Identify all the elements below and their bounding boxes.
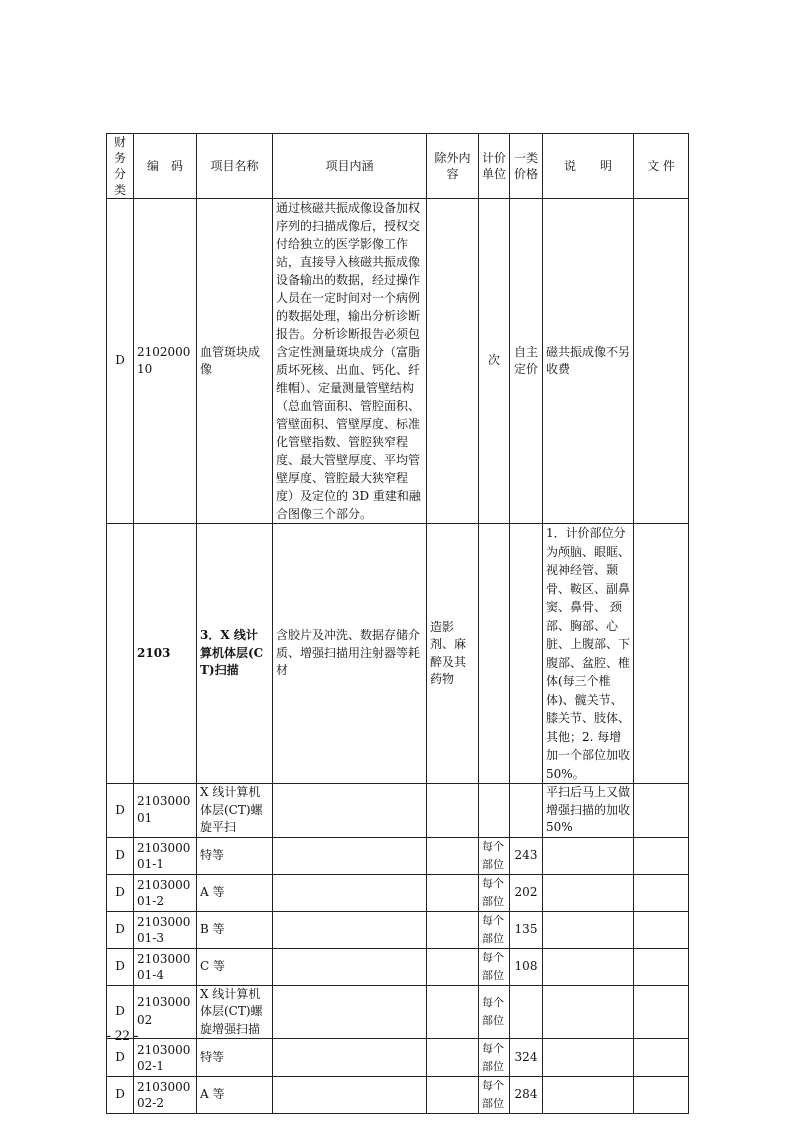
header-cell: 项目名称 <box>197 134 273 199</box>
cell-price: 108 <box>510 948 543 985</box>
cell-code: 210300001-1 <box>134 837 197 874</box>
cell-name: 血管斑块成像 <box>197 199 273 524</box>
header-row <box>107 134 689 199</box>
cell-file <box>634 1039 689 1077</box>
cell-name: X 线计算机体层(CT)螺旋增强扫描 <box>197 985 273 1039</box>
table-row <box>107 1077 689 1114</box>
cell-unit <box>479 784 510 838</box>
cell-code: 210300001-4 <box>134 948 197 985</box>
cell-price: 202 <box>510 874 543 911</box>
cell-note: 磁共振成像不另收费 <box>543 199 634 524</box>
cell-content <box>273 1077 427 1114</box>
cell-note <box>543 985 634 1039</box>
cell-content: 通过核磁共振成像设备加权序列的扫描成像后，授权交付给独立的医学影像工作站，直接导入核磁共振成像设备输出的数据，经过操作人员在一定时间对一个病例的数据处理，输出分析诊断报告。分析诊断报告必须包含定性测量斑块成分（富脂质坏死核、出血、钙化、纤维帽）、定量测量管壁结构（总血管面积、管腔面积、管壁面积、管壁厚度、标准化管壁指数、管腔狭窄程度、最大管壁厚度、平均管壁厚度、管腔最大狭窄程度）及定位的 3D 重建和融合图像三个部分。 <box>273 199 427 524</box>
header-cell: 财务分类 <box>107 134 134 199</box>
cell-file <box>634 784 689 838</box>
table-row <box>107 199 689 524</box>
cell-excluded <box>427 1077 479 1114</box>
cell-code: 210300002-1 <box>134 1039 197 1077</box>
header-cell: 计价单位 <box>479 134 510 199</box>
cell-price: 284 <box>510 1077 543 1114</box>
cell-content <box>273 911 427 948</box>
cell-unit: 每个部位 <box>479 874 510 911</box>
cell-price: 324 <box>510 1039 543 1077</box>
cell-name: 3．X 线计算机体层(CT)扫描 <box>197 524 273 784</box>
cell-cat: D <box>107 1077 134 1114</box>
cell-note: 1．计价部位分为颅脑、眼眶、视神经管、颞骨、鞍区、副鼻窦、鼻骨、 颈部、胸部、心脏、上腹部、下腹部、盆腔、椎体(每三个椎体)、髋关节、膝关节、肢体、其他；2. 每增加一个部位加收 50%。 <box>543 524 634 784</box>
cell-unit: 每个部位 <box>479 985 510 1039</box>
cell-excluded: 造影剂、麻醉及其药物 <box>427 524 479 784</box>
cell-file <box>634 199 689 524</box>
cell-file <box>634 985 689 1039</box>
cell-file <box>634 948 689 985</box>
table-row <box>107 837 689 874</box>
table-row <box>107 911 689 948</box>
cell-excluded <box>427 911 479 948</box>
cell-unit: 每个部位 <box>479 837 510 874</box>
table-row <box>107 784 689 838</box>
cell-unit: 每个部位 <box>479 1077 510 1114</box>
cell-file <box>634 874 689 911</box>
cell-excluded <box>427 199 479 524</box>
cell-file <box>634 911 689 948</box>
cell-name: 特等 <box>197 837 273 874</box>
cell-excluded <box>427 837 479 874</box>
page-number: - 22 - <box>106 1028 139 1044</box>
cell-code: 2103 <box>134 524 197 784</box>
cell-note <box>543 948 634 985</box>
table-row <box>107 874 689 911</box>
cell-note <box>543 1077 634 1114</box>
cell-code: 210300002 <box>134 985 197 1039</box>
cell-price <box>510 985 543 1039</box>
cell-code: 210200010 <box>134 199 197 524</box>
cell-price <box>510 784 543 838</box>
cell-note <box>543 1039 634 1077</box>
cell-code: 210300001-2 <box>134 874 197 911</box>
cell-content <box>273 1039 427 1077</box>
header-cell: 项目内涵 <box>273 134 427 199</box>
cell-name: X 线计算机体层(CT)螺旋平扫 <box>197 784 273 838</box>
cell-file <box>634 1077 689 1114</box>
cell-cat: D <box>107 837 134 874</box>
cell-note <box>543 911 634 948</box>
cell-content <box>273 948 427 985</box>
cell-content <box>273 784 427 838</box>
cell-content: 含胶片及冲洗、数据存储介质、增强扫描用注射器等耗材 <box>273 524 427 784</box>
cell-file <box>634 837 689 874</box>
cell-cat: D <box>107 911 134 948</box>
cell-file <box>634 524 689 784</box>
cell-name: C 等 <box>197 948 273 985</box>
cell-unit <box>479 524 510 784</box>
header-cell: 文 件 <box>634 134 689 199</box>
cell-unit: 每个部位 <box>479 948 510 985</box>
cell-cat: D <box>107 874 134 911</box>
cell-price: 135 <box>510 911 543 948</box>
cell-cat: D <box>107 199 134 524</box>
price-table <box>106 133 689 1114</box>
cell-name: A 等 <box>197 1077 273 1114</box>
cell-unit: 每个部位 <box>479 911 510 948</box>
cell-unit: 次 <box>479 199 510 524</box>
cell-price: 243 <box>510 837 543 874</box>
cell-cat: D <box>107 1039 134 1077</box>
table-row <box>107 524 689 784</box>
cell-content <box>273 985 427 1039</box>
cell-price: 自主定价 <box>510 199 543 524</box>
cell-note <box>543 837 634 874</box>
cell-cat: D <box>107 985 134 1039</box>
cell-code: 210300002-2 <box>134 1077 197 1114</box>
cell-content <box>273 874 427 911</box>
cell-excluded <box>427 874 479 911</box>
cell-cat <box>107 524 134 784</box>
cell-excluded <box>427 784 479 838</box>
cell-note: 平扫后马上又做增强扫描的加收 50% <box>543 784 634 838</box>
cell-code: 210300001 <box>134 784 197 838</box>
header-cell: 说 明 <box>543 134 634 199</box>
cell-name: B 等 <box>197 911 273 948</box>
cell-cat: D <box>107 784 134 838</box>
cell-name: A 等 <box>197 874 273 911</box>
cell-excluded <box>427 1039 479 1077</box>
table-row <box>107 948 689 985</box>
header-cell: 一类价格 <box>510 134 543 199</box>
header-cell: 编 码 <box>134 134 197 199</box>
cell-name: 特等 <box>197 1039 273 1077</box>
table-row <box>107 1039 689 1077</box>
cell-note <box>543 874 634 911</box>
cell-unit: 每个部位 <box>479 1039 510 1077</box>
cell-price <box>510 524 543 784</box>
cell-content <box>273 837 427 874</box>
cell-code: 210300001-3 <box>134 911 197 948</box>
table-row <box>107 985 689 1039</box>
header-cell: 除外内容 <box>427 134 479 199</box>
cell-excluded <box>427 985 479 1039</box>
cell-excluded <box>427 948 479 985</box>
cell-cat: D <box>107 948 134 985</box>
